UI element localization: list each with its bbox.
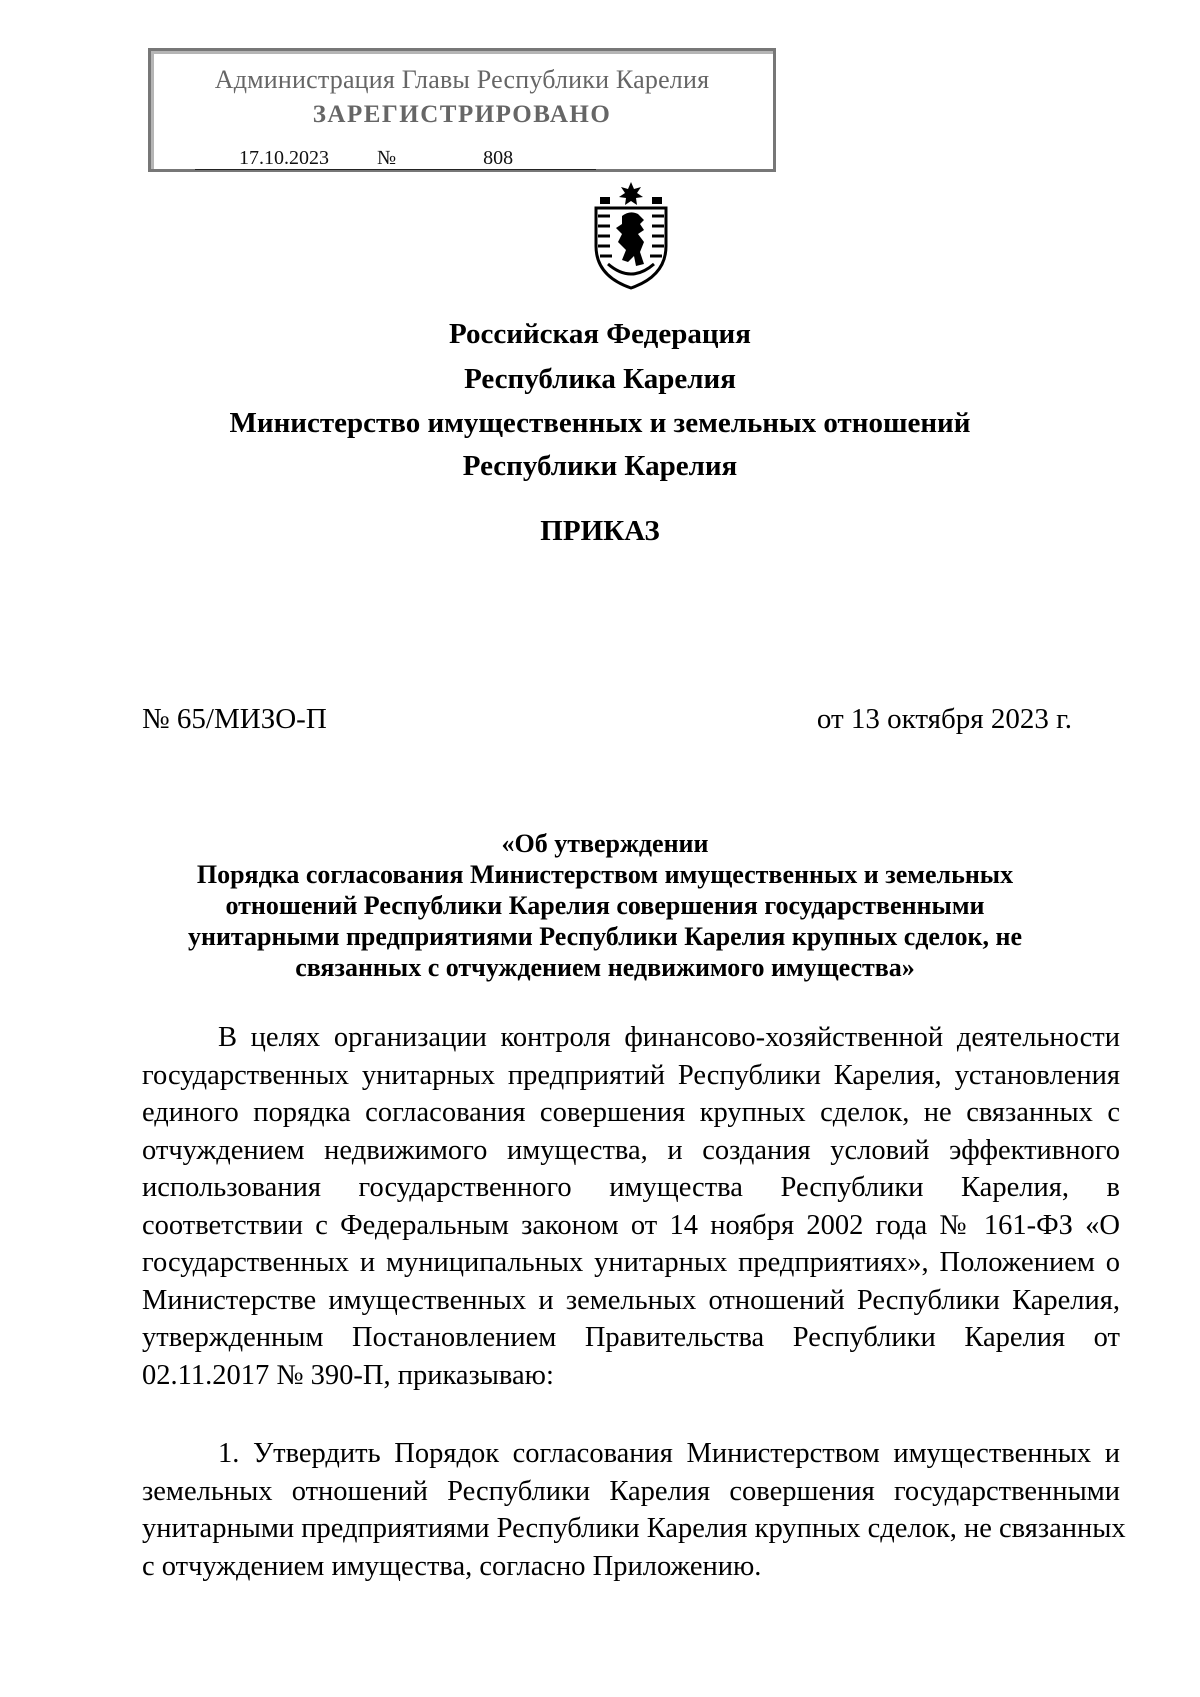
document-subject [140,828,1070,983]
ministry-heading-continued: Республики Карелия [462,450,738,482]
stamp-number: 808 [400,147,596,170]
country-heading: Российская Федерация [449,318,751,350]
stamp-date: 17.10.2023 [195,147,373,170]
clause-1-paragraph [142,1435,1126,1585]
document-date: от 13 октября 2023 г. [816,703,1072,735]
document-type: ПРИКАЗ [540,515,660,547]
paragraph-line: единого порядка согласования совершения крупных сделок, не связанных с [142,1097,1120,1128]
subject-line: связанных с отчуждением недвижимого имущества» [295,953,915,982]
karelia-coat-of-arms-icon [586,180,676,292]
paragraph-line: соответствии с Федеральным законом от 14 ноября 2002 года № 161-ФЗ «О [142,1209,1120,1241]
paragraph-line: земельных отношений Республики Карелия совершения государственными [142,1475,1120,1507]
stamp-registration-line [195,147,596,170]
paragraph-line: государственных унитарных предприятий Республики Карелия, установления [142,1059,1120,1091]
subject-line: Порядка согласования Министерством имущественных и земельных [196,860,1014,889]
stamp-status: ЗАРЕГИСТРИРОВАНО [312,101,612,128]
stamp-number-sign: № [373,147,400,170]
ministry-heading: Министерство имущественных и земельных отношений [229,407,971,439]
registration-stamp [148,48,776,172]
subject-line: унитарными предприятиями Республики Карелия крупных сделок, не [187,922,1023,951]
paragraph-line: 02.11.2017 № 390-П, приказываю: [142,1359,554,1391]
subject-line: отношений Республики Карелия совершения государственными [225,891,985,920]
paragraph-line: использования государственного имущества Республики Карелия, в [142,1172,1120,1203]
document-number: № 65/МИЗО-П [142,703,327,735]
preamble-paragraph [142,1019,1120,1394]
region-heading: Республика Карелия [464,363,736,395]
paragraph-line: 1. Утвердить Порядок согласования Министерством имущественных и [218,1438,1120,1469]
paragraph-line: унитарными предприятиями Республики Карелия крупных сделок, не связанных [142,1513,1126,1544]
stamp-organization: Администрация Главы Республики Карелия [214,65,710,94]
paragraph-line: отчуждением недвижимого имущества, и создания условий эффективного [142,1134,1120,1166]
paragraph-line: утвержденным Постановлением Правительства Республики Карелия от [142,1322,1120,1353]
paragraph-line: с отчуждением имущества, согласно Приложению. [142,1550,762,1582]
subject-line: «Об утверждении [501,829,709,858]
paragraph-line: государственных и муниципальных унитарных предприятиях», Положением о [142,1247,1120,1278]
paragraph-line: Министерстве имущественных и земельных отношений Республики Карелия, [142,1284,1120,1316]
paragraph-line: В целях организации контроля финансово-хозяйственной деятельности [218,1022,1120,1053]
